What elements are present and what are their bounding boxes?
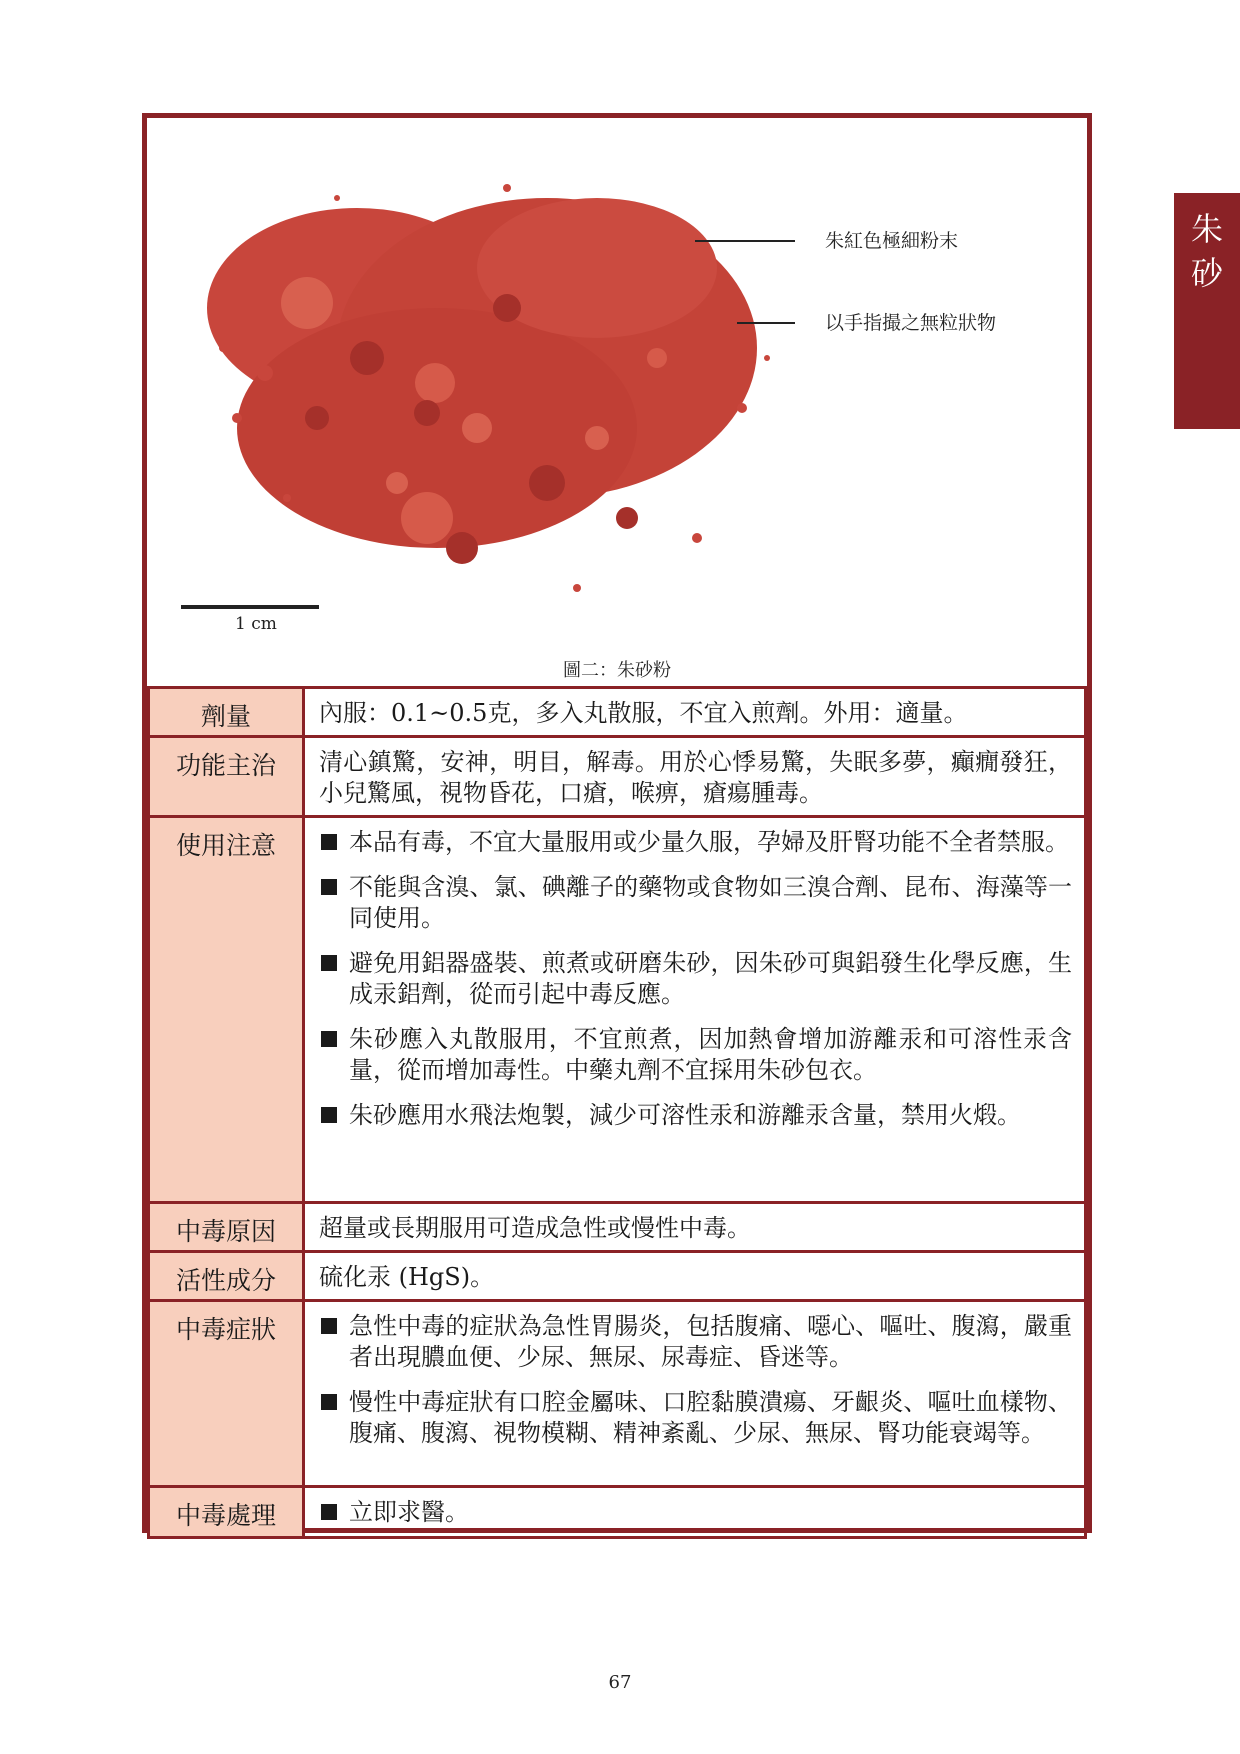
row-value: 超量或長期服用可造成急性或慢性中毒。 <box>304 1203 1086 1252</box>
callout-line-2 <box>737 322 795 324</box>
row-value <box>304 1487 1086 1538</box>
bullet-item: 本品有毒，不宜大量服用或少量久服，孕婦及肝腎功能不全者禁服。 <box>319 827 1072 858</box>
row-value: 硫化汞 (HgS)。 <box>304 1252 1086 1301</box>
bullet-square-icon <box>321 879 337 895</box>
row-label: 中毒處理 <box>149 1487 304 1538</box>
row-treatment <box>149 1487 1086 1538</box>
row-label: 活性成分 <box>149 1252 304 1301</box>
bullet-square-icon <box>321 1504 337 1520</box>
bullet-item: 立即求醫。 <box>319 1497 1072 1528</box>
row-indications <box>149 737 1086 817</box>
bullet-item: 急性中毒的症狀為急性胃腸炎，包括腹痛、噁心、嘔吐、腹瀉，嚴重者出現膿血便、少尿、無尿、尿毒症、昏迷等。 <box>319 1311 1072 1373</box>
monograph-table <box>147 686 1087 1539</box>
bullet-square-icon <box>321 1394 337 1410</box>
callout-line-1 <box>695 240 795 242</box>
bullet-item: 慢性中毒症狀有口腔金屬味、口腔黏膜潰瘍、牙齦炎、嘔吐血樣物、腹痛、腹瀉、視物模糊、精神紊亂、少尿、無尿、腎功能衰竭等。 <box>319 1387 1072 1449</box>
monograph-frame <box>142 113 1092 1533</box>
side-tab-char-2: 砂 <box>1190 254 1223 292</box>
figure-area <box>147 118 1087 686</box>
cinnabar-powder-photo <box>177 158 797 618</box>
bullet-item: 朱砂應入丸散服用，不宜煎煮，因加熱會增加游離汞和可溶性汞含量，從而增加毒性。中藥丸劑不宜採用朱砂包衣。 <box>319 1024 1072 1086</box>
bullet-square-icon <box>321 955 337 971</box>
row-dosage <box>149 688 1086 737</box>
row-label: 劑量 <box>149 688 304 737</box>
row-value <box>304 817 1086 1203</box>
row-label: 中毒原因 <box>149 1203 304 1252</box>
bullet-square-icon <box>321 1107 337 1123</box>
row-value <box>304 1301 1086 1487</box>
callout-fine-powder: 朱紅色極細粉末 <box>825 230 959 252</box>
bullet-square-icon <box>321 1031 337 1047</box>
row-precautions <box>149 817 1086 1203</box>
bullet-square-icon <box>321 834 337 850</box>
row-label: 中毒症狀 <box>149 1301 304 1487</box>
bullet-item: 朱砂應用水飛法炮製，減少可溶性汞和游離汞含量，禁用火煅。 <box>319 1100 1072 1131</box>
figure-caption: 圖二：朱砂粉 <box>563 660 671 681</box>
row-value: 內服：0.1~0.5克，多入丸散服，不宜入煎劑。外用：適量。 <box>304 688 1086 737</box>
scale-label: 1 cm <box>235 614 277 634</box>
row-label: 使用注意 <box>149 817 304 1203</box>
page-number: 67 <box>608 1672 632 1693</box>
scale-bar <box>181 605 319 609</box>
bullet-square-icon <box>321 1318 337 1334</box>
side-tab <box>1174 193 1240 429</box>
row-active-ingredient <box>149 1252 1086 1301</box>
bullet-item: 不能與含溴、氯、碘離子的藥物或食物如三溴合劑、昆布、海藻等一同使用。 <box>319 872 1072 934</box>
powder-heap <box>207 184 770 592</box>
row-label: 功能主治 <box>149 737 304 817</box>
row-poisoning-cause <box>149 1203 1086 1252</box>
row-value: 清心鎮驚，安神，明目，解毒。用於心悸易驚，失眠多夢，癲癇發狂，小兒驚風，視物昏花，口瘡，喉痹，瘡瘍腫毒。 <box>304 737 1086 817</box>
callout-no-grains: 以手指撮之無粒狀物 <box>825 312 997 334</box>
bullet-item: 避免用鋁器盛裝、煎煮或研磨朱砂，因朱砂可與鋁發生化學反應，生成汞鋁劑，從而引起中毒反應。 <box>319 948 1072 1010</box>
row-symptoms <box>149 1301 1086 1487</box>
side-tab-char-1: 朱 <box>1190 210 1223 248</box>
